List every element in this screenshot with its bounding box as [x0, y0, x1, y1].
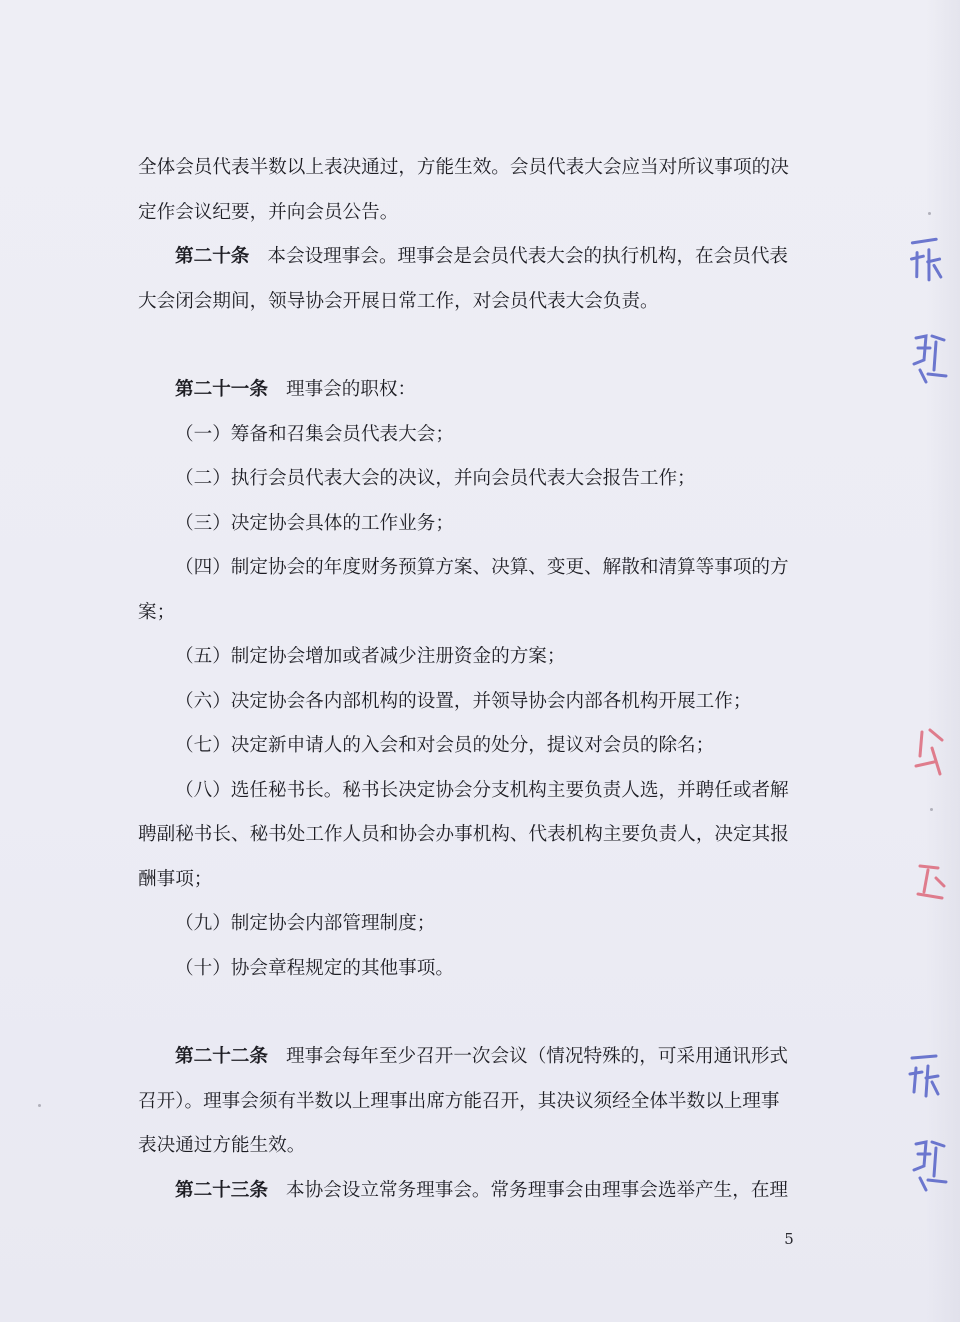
article-21 [138, 368, 790, 413]
list-item-text: （九）制定协会内部管理制度； [175, 913, 436, 934]
list-item [138, 947, 790, 992]
scan-speck [930, 808, 933, 811]
paragraph-text: 本会设理事会。理事会是会员代表大会的执行机构，在会员代表 [267, 246, 789, 267]
list-item-text: 案； [138, 601, 176, 623]
list-item-text: 酬事项； [138, 868, 213, 890]
scan-speck [38, 1104, 41, 1107]
scan-speck [928, 212, 931, 215]
paragraph-line [138, 1124, 790, 1169]
paragraph-text: 本协会设立常务理事会。常务理事会由理事会选举产生，在理 [285, 1179, 789, 1201]
seal-fragment-blue-3 [906, 1052, 942, 1106]
article-22 [138, 1035, 790, 1080]
article-20 [138, 235, 790, 280]
list-item [138, 635, 790, 680]
article-heading: 第二十三条 [175, 1179, 268, 1201]
seal-fragment-red-1 [912, 726, 946, 786]
paragraph-text: 全体会员代表半数以上表决通过，方能生效。会员代表大会应当对所议事项的决 [138, 157, 789, 178]
list-item-continuation [138, 813, 790, 858]
list-item [138, 680, 790, 725]
seal-fragment-blue-2 [910, 330, 948, 390]
list-item-text: （八）选任秘书长。秘书长决定协会分支机构主要负责人选，并聘任或者解 [175, 779, 789, 801]
seal-fragment-red-2 [914, 858, 946, 912]
list-item-text: 聘副秘书长、秘书处工作人员和协会办事机构、代表机构主要负责人，决定其报 [138, 824, 789, 845]
list-item-text: （七）决定新申请人的入会和对会员的处分，提议对会员的除名； [175, 735, 715, 756]
list-item-text: （三）决定协会具体的工作业务； [175, 512, 454, 534]
paragraph-text: 理事会每年至少召开一次会议（情况特殊的，可采用通讯形式 [285, 1046, 789, 1067]
paragraph-text: 定作会议纪要，并向会员公告。 [138, 201, 399, 223]
list-item-continuation [138, 591, 790, 636]
list-item-text: （四）制定协会的年度财务预算方案、决算、变更、解散和清算等事项的方 [175, 557, 789, 578]
list-item [138, 502, 790, 547]
page-number: 5 [784, 1230, 794, 1248]
article-heading: 第二十二条 [175, 1046, 268, 1067]
paragraph-line [138, 146, 790, 191]
paragraph-line [138, 191, 790, 236]
seal-fragment-blue-4 [910, 1136, 948, 1198]
paragraph-text: 大会闭会期间，领导协会开展日常工作，对会员代表大会负责。 [138, 290, 659, 312]
paragraph-text: 表决通过方能生效。 [138, 1135, 306, 1156]
list-item [138, 413, 790, 458]
list-item-text: （一）筹备和召集会员代表大会； [175, 423, 454, 445]
list-item-text: （五）制定协会增加或者减少注册资金的方案； [175, 646, 566, 667]
document-body [138, 146, 790, 1213]
list-item-text: （六）决定协会各内部机构的设置，并领导协会内部各机构开展工作； [175, 690, 752, 712]
list-item [138, 546, 790, 591]
paragraph-line [138, 1080, 790, 1125]
list-item [138, 902, 790, 947]
list-item [138, 724, 790, 769]
article-23 [138, 1169, 790, 1214]
page-edge-shadow [926, 0, 960, 1322]
paragraph-text: 召开）。理事会须有半数以上理事出席方能召开，其决议须经全体半数以上理事 [138, 1090, 780, 1112]
list-item-continuation [138, 858, 790, 903]
paragraph-line [138, 280, 790, 325]
list-item [138, 457, 790, 502]
seal-fragment-blue-1 [906, 235, 946, 296]
article-heading: 第二十条 [175, 246, 250, 267]
list-item-text: （十）协会章程规定的其他事项。 [175, 957, 454, 979]
list-item [138, 769, 790, 814]
paragraph-text: 理事会的职权： [285, 379, 417, 400]
list-item-text: （二）执行会员代表大会的决议，并向会员代表大会报告工作； [175, 468, 696, 489]
article-heading: 第二十一条 [175, 379, 268, 400]
